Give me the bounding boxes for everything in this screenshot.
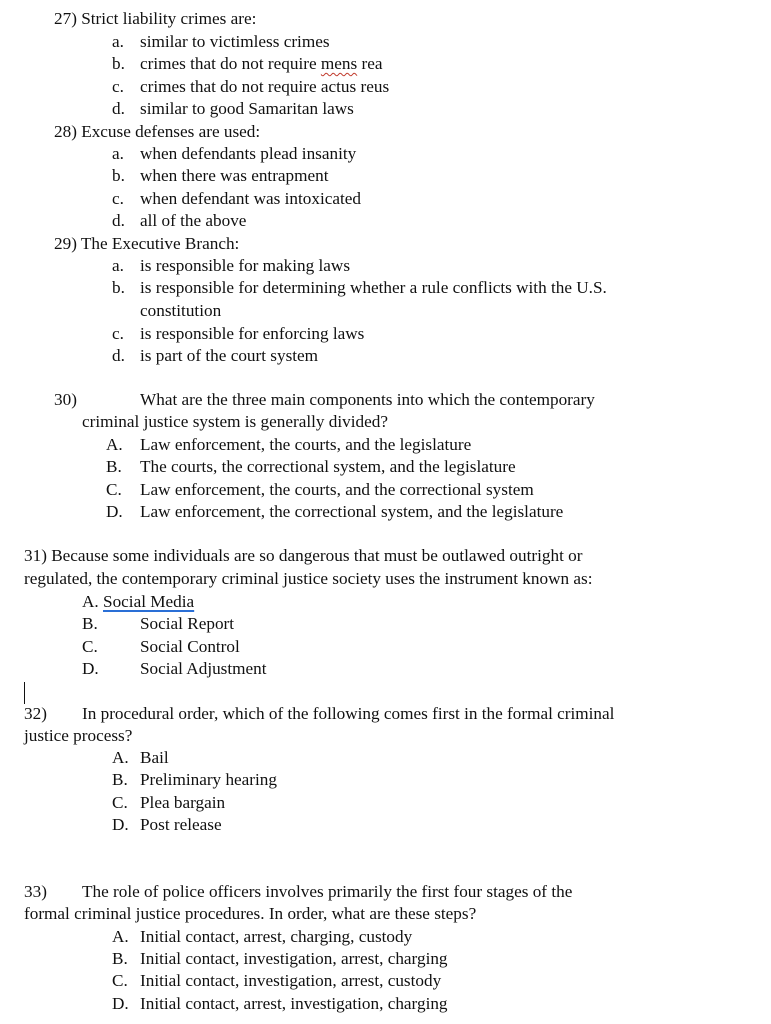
question-33-stem-line-1: The role of police officers involves primarily the first four stages of the <box>82 882 573 901</box>
option-text: Initial contact, investigation, arrest, custody <box>140 971 442 990</box>
option-text: Law enforcement, the courts, and the correctional system <box>140 480 534 499</box>
text-cursor <box>24 682 25 704</box>
option-label: C. <box>82 637 98 656</box>
option-label: b. <box>112 166 125 185</box>
question-27-option-d <box>112 98 354 121</box>
option-text: all of the above <box>140 211 247 230</box>
question-33-option-c <box>112 970 441 993</box>
option-text: crimes that do not require <box>140 54 321 73</box>
option-text: Plea bargain <box>140 793 226 812</box>
option-text: Law enforcement, the correctional system, and the legislature <box>140 502 564 521</box>
question-32-option-a <box>112 747 169 770</box>
option-label: a. <box>112 256 124 275</box>
option-label: D. <box>112 994 129 1013</box>
option-label: C. <box>112 971 128 990</box>
question-31-option-c <box>82 636 240 659</box>
option-label: D. <box>82 659 99 678</box>
question-32-option-c <box>112 792 225 815</box>
option-label: d. <box>112 211 125 230</box>
question-27-stem: 27) Strict liability crimes are: <box>54 9 257 28</box>
option-label: A. <box>112 927 129 946</box>
option-text: Initial contact, investigation, arrest, charging <box>140 949 448 968</box>
option-label: B. <box>82 614 98 633</box>
option-text: similar to good Samaritan laws <box>140 99 354 118</box>
option-text: Law enforcement, the courts, and the legislature <box>140 435 472 454</box>
question-33-option-d <box>112 993 448 1016</box>
question-31-stem-line-2: regulated, the contemporary criminal justice society uses the instrument known as: <box>24 569 593 588</box>
question-32-stem-line-2: justice process? <box>24 726 133 745</box>
question-29-option-b-continued: constitution <box>140 301 222 320</box>
option-label: c. <box>112 77 124 96</box>
question-32-stem-line-1: In procedural order, which of the following comes first in the formal criminal <box>82 704 615 723</box>
question-31-option-d <box>82 658 267 681</box>
question-27-option-c <box>112 76 389 99</box>
question-29-option-d <box>112 345 318 368</box>
question-28-option-d <box>112 210 246 233</box>
spellcheck-flagged-word[interactable]: mens <box>320 54 358 73</box>
option-text: is responsible for making laws <box>140 256 351 275</box>
option-label: C. <box>106 480 122 499</box>
question-29-stem: 29) The Executive Branch: <box>54 234 240 253</box>
question-32-option-d <box>112 814 222 837</box>
question-29-option-c <box>112 323 364 346</box>
question-31-option-b <box>82 613 234 636</box>
question-33-option-a <box>112 926 412 949</box>
option-text: when defendant was intoxicated <box>140 189 361 208</box>
question-28-option-a <box>112 143 356 166</box>
question-29-option-a <box>112 255 350 278</box>
question-33-option-b <box>112 948 448 971</box>
option-label: a. <box>112 32 124 51</box>
option-label: D. <box>112 815 129 834</box>
option-text: when defendants plead insanity <box>140 144 357 163</box>
option-text: Bail <box>140 748 169 767</box>
option-label: c. <box>112 189 124 208</box>
option-text: rea <box>357 54 383 73</box>
option-text: similar to victimless crimes <box>140 32 330 51</box>
question-27-option-b <box>112 53 382 76</box>
option-label: A. <box>112 748 129 767</box>
option-label: c. <box>112 324 124 343</box>
option-text: Social Adjustment <box>140 659 267 678</box>
question-33-stem-line-2: formal criminal justice procedures. In order, what are these steps? <box>24 904 477 923</box>
question-28-stem: 28) Excuse defenses are used: <box>54 122 261 141</box>
option-label: B. <box>112 949 128 968</box>
option-text: Initial contact, arrest, charging, custody <box>140 927 413 946</box>
option-label: d. <box>112 346 125 365</box>
option-label: B. <box>106 457 122 476</box>
question-28-option-c <box>112 188 361 211</box>
question-29-option-b <box>112 277 607 300</box>
option-label: b. <box>112 54 125 73</box>
question-30-option-c <box>106 479 534 502</box>
option-text: Initial contact, arrest, investigation, charging <box>140 994 448 1013</box>
option-text: Preliminary hearing <box>140 770 277 789</box>
option-text: is responsible for enforcing laws <box>140 324 365 343</box>
option-text: is responsible for determining whether a rule conflicts with the U.S. <box>140 278 607 297</box>
option-text[interactable]: Social Media <box>103 592 195 611</box>
question-30-option-a <box>106 434 471 457</box>
option-label: b. <box>112 278 125 297</box>
question-30-stem-line-1: What are the three main components into which the contemporary <box>140 390 595 409</box>
option-label: a. <box>112 144 124 163</box>
question-32-option-b <box>112 769 277 792</box>
question-28-option-b <box>112 165 329 188</box>
option-label: d. <box>112 99 125 118</box>
option-text: Social Control <box>140 637 240 656</box>
question-32-number: 32) <box>24 704 47 723</box>
question-30-option-b <box>106 456 516 479</box>
option-text: when there was entrapment <box>140 166 329 185</box>
option-text: crimes that do not require actus reus <box>140 77 390 96</box>
option-text: is part of the court system <box>140 346 319 365</box>
option-label: C. <box>112 793 128 812</box>
option-text: The courts, the correctional system, and the legislature <box>140 457 516 476</box>
question-33-number: 33) <box>24 882 47 901</box>
option-label: D. <box>106 502 123 521</box>
question-31-option-a <box>82 591 194 614</box>
question-30-stem-line-2: criminal justice system is generally divided? <box>82 412 388 431</box>
option-label: B. <box>112 770 128 789</box>
option-label: A. <box>82 592 99 611</box>
option-text: Post release <box>140 815 222 834</box>
option-text: Social Report <box>140 614 235 633</box>
question-30-number: 30) <box>54 390 77 409</box>
question-30-option-d <box>106 501 563 524</box>
question-31-stem-line-1: 31) Because some individuals are so dangerous that must be outlawed outright or <box>24 546 583 565</box>
question-27-option-a <box>112 31 330 54</box>
option-label: A. <box>106 435 123 454</box>
